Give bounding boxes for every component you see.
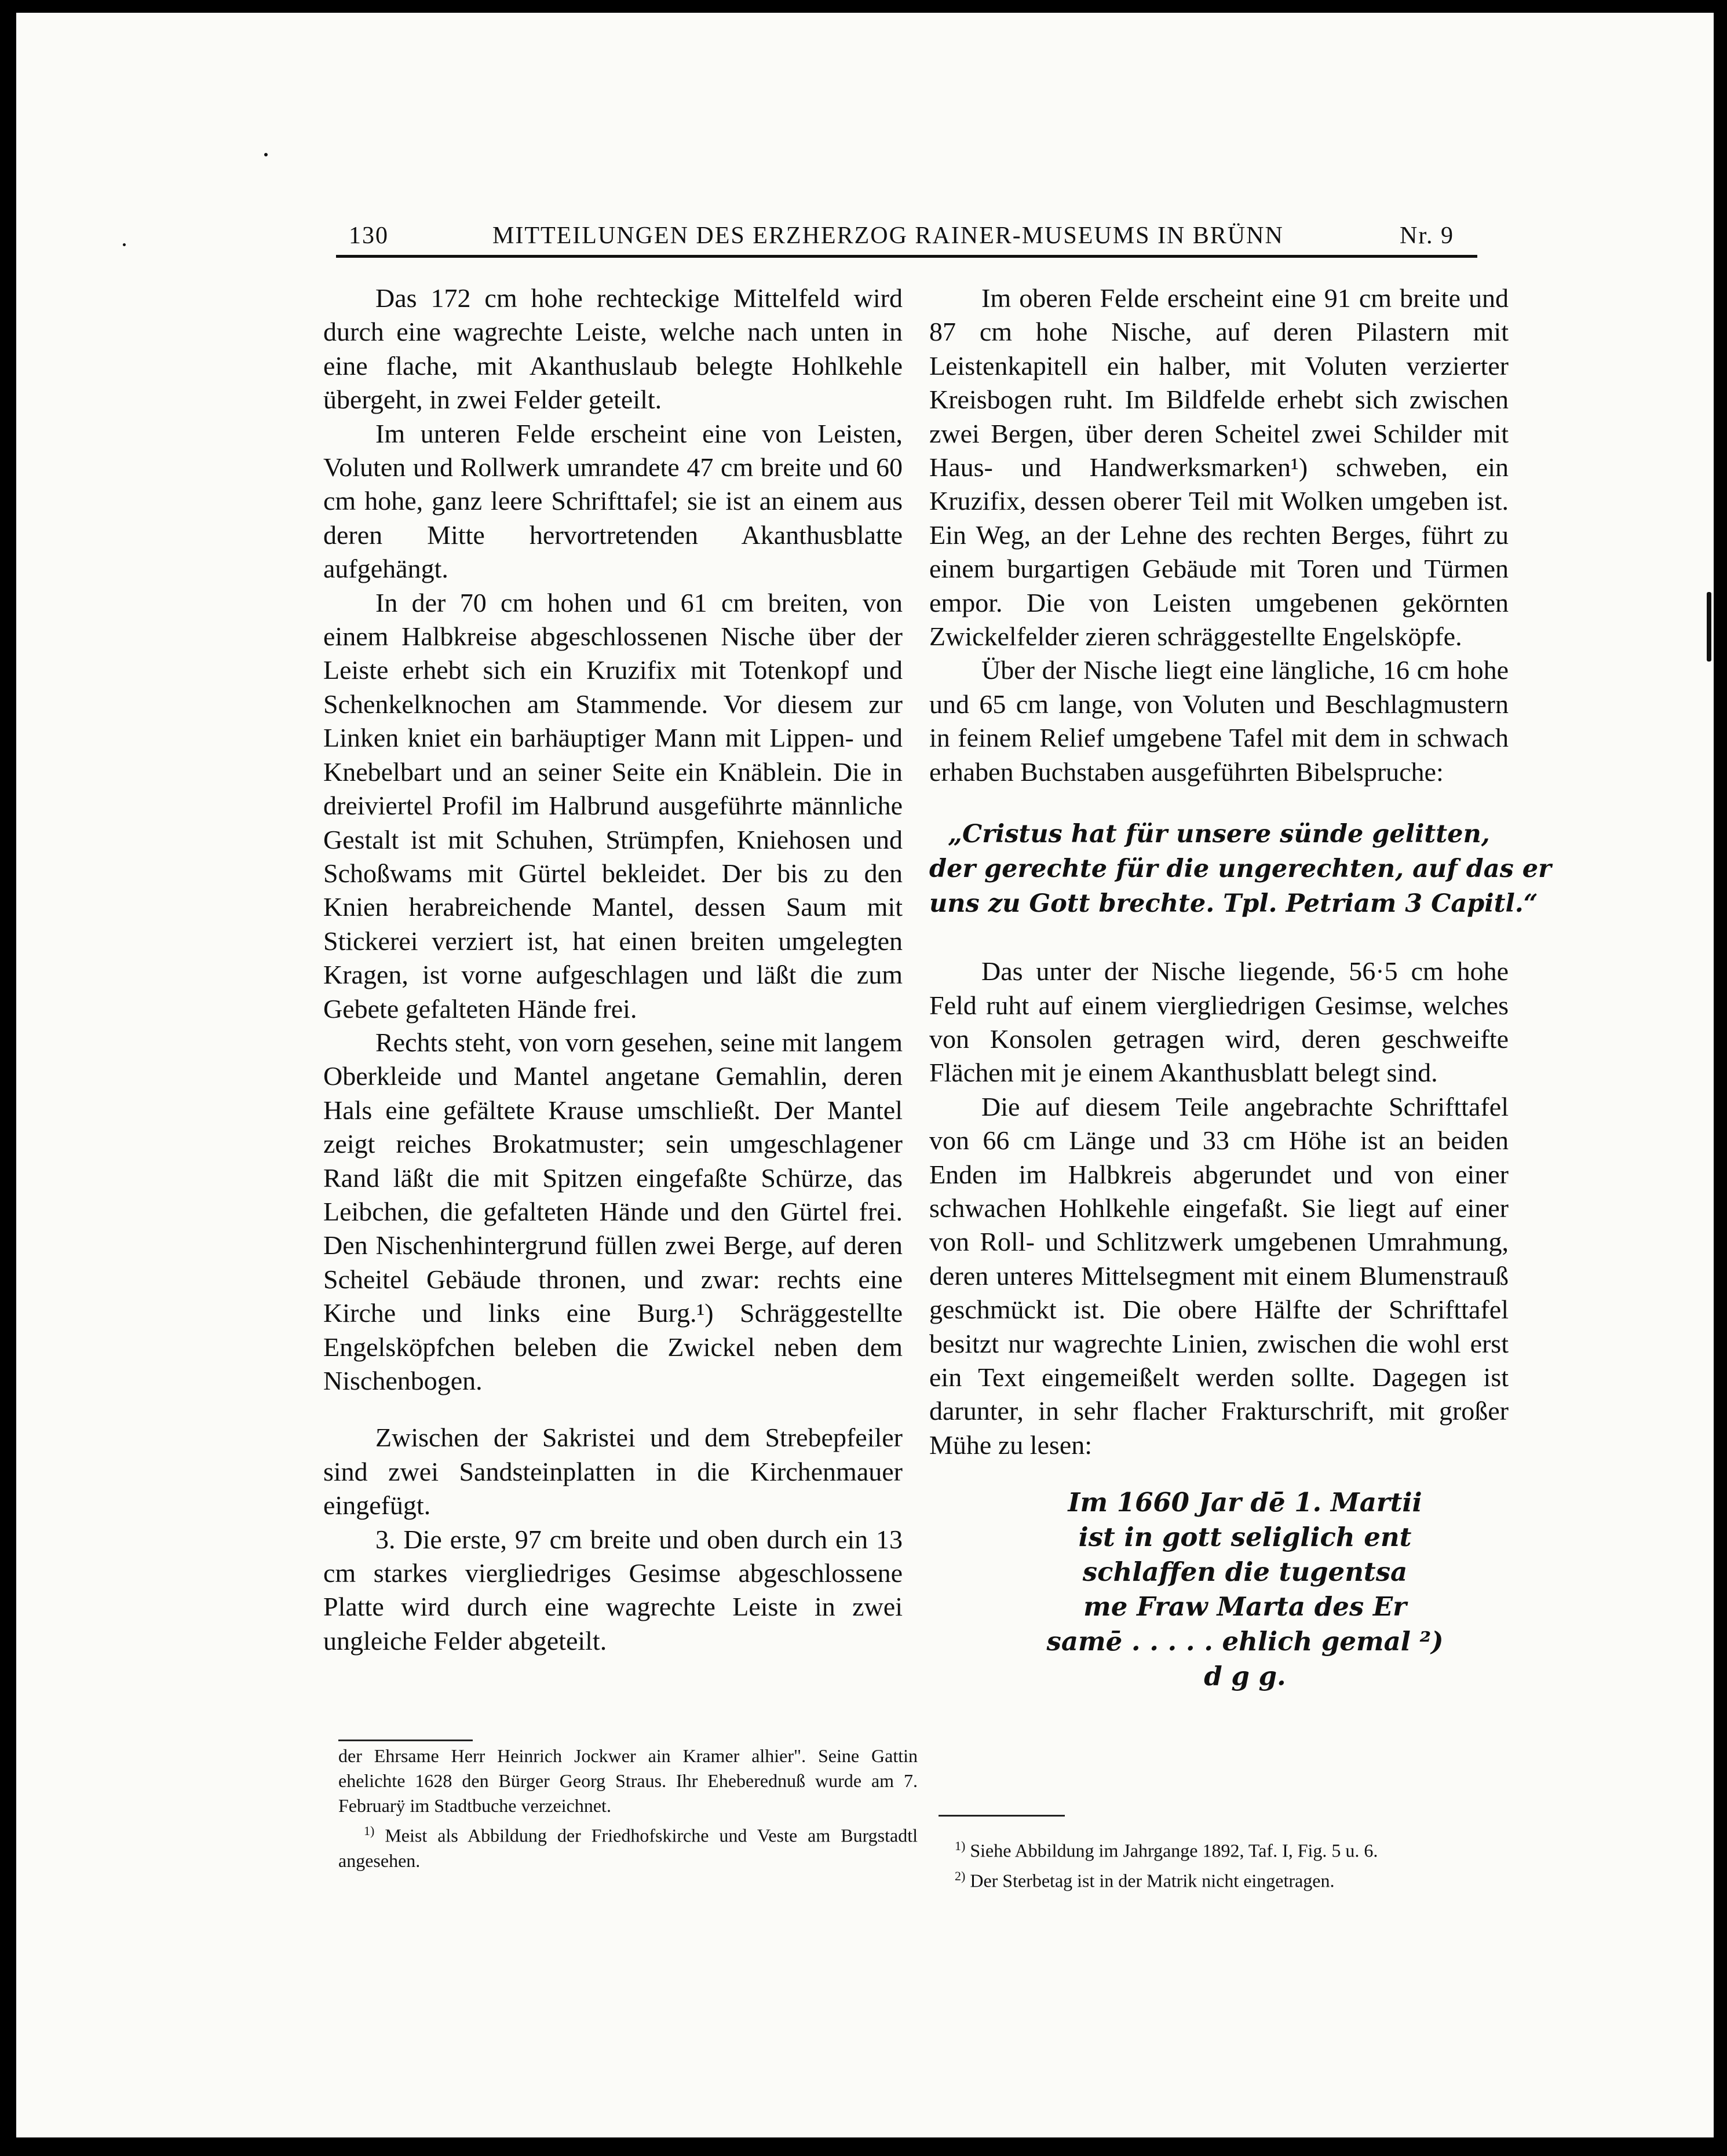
fraktur-inscription [981,1485,1509,1694]
paragraph: Das unter der Nische liegende, 56·5 cm hohe Feld ruht auf einem viergliedrigen Gesimse, welches von Konsolen getragen wird, deren geschweifte Flächen mit je einem Akanthusblatt belegt sind. [929,956,1509,1088]
left-column [323,282,903,1658]
inscription-line: Im 1660 Jar dē 1. Martii [1068,1487,1422,1518]
footnote-text: Siehe Abbildung im Jahrgange 1892, Taf. I, Fig. 5 u. 6. [970,1840,1378,1861]
footnote-rule [939,1815,1065,1817]
footnote-text: Meist als Abbildung der Friedhofskirche und Veste am Burgstadtl angesehen. [338,1825,918,1871]
paragraph: Rechts steht, von vorn gesehen, seine mit langem Oberkleide und Mantel angetane Gemahlin, deren Hals eine gefältete Krause umschließt. Der Mantel zeigt reiches Brokatmuster; sein umgeschlagener Rand läßt die mit Spitzen eingefaßte Schürze, das Leibchen, die gefalteten Hände und den Gürtel frei. Den Nischenhintergrund füllen zwei Berge, auf deren Scheitel Gebäude thronen, und zwar: rechts eine Kirche und links eine Burg.¹) Schräggestellte Engelsköpfchen beleben die Zwickel neben dem Nischenbogen. [323,1027,903,1395]
speck [264,153,268,156]
footnote-marker: 1) [364,1824,375,1838]
paragraph: Das 172 cm hohe rechteckige Mittelfeld wird durch eine wagrechte Leiste, welche nach unten in eine flache, mit Akanthuslaub belegte Hohlkehle übergeht, in zwei Felder geteilt. [323,283,903,415]
speck [123,243,126,246]
header-rule [336,255,1477,258]
inscription-line: d g g. [1204,1661,1286,1692]
left-footnotes [338,1744,918,1873]
page-number: 130 [349,222,389,249]
footnote-2 [929,1863,1509,1894]
paragraph: Im oberen Felde erscheint eine 91 cm breite und 87 cm hohe Nische, auf deren Pilastern mit Leistenkapitell ein halber, mit Voluten verzierter Kreisbogen ruht. Im Bildfelde erhebt sich zwischen zwei Bergen, über deren Scheitel zwei Schilder mit Haus- und Handwerksmarken¹) schweben, ein Kruzifix, dessen oberer Teil mit Wolken umgeben ist. Ein Weg, an der Lehne des rechten Berges, führt zu einem burgartigen Gebäude mit Toren und Türmen empor. Die von Leisten umgebenen gekörnten Zwickelfelder zieren schräggestellte Engelsköpfe. [929,283,1509,652]
inscription-line: ist in gott seliglich ent [1078,1522,1412,1553]
footnote-1 [338,1818,918,1873]
right-column [929,282,1551,1694]
footnote-text: Der Sterbetag ist in der Matrik nicht eingetragen. [970,1870,1335,1891]
inscription-line: me Fraw Marta des Er [1083,1591,1407,1623]
quote-line: der gerechte für die ungerechten, auf das er [929,854,1551,884]
paragraph: Die auf diesem Teile angebrachte Schrifttafel von 66 cm Länge und 33 cm Höhe ist an beiden Enden im Halbkreis abgerundet und von einer schwachen Hohlkehle eingefaßt. Sie liegt auf einer von Roll- und Schlitzwerk umgebenen Umrahmung, deren unteres Mittelsegment mit einem Blumenstrauß geschmückt ist. Die obere Hälfte der Schrifttafel besitzt nur wagrechte Linien, zwischen die wohl erst ein Text eingemeißelt werden sollte. Dagegen ist darunter, in sehr flacher Frakturschrift, mit großer Mühe zu lesen: [929,1091,1509,1460]
footnote-marker: 1) [955,1839,966,1853]
footnote-1 [929,1833,1509,1863]
paragraph: In der 70 cm hohen und 61 cm breiten, von einem Halbkreise abgeschlossenen Nische über der Leiste erhebt sich ein Kruzifix mit Totenkopf und Schenkelknochen am Stammende. Vor diesem zur Linken kniet ein barhäuptiger Mann mit Lippen- und Knebelbart und an seiner Seite ein Knäblein. Die in dreiviertel Profil im Halbrund ausgeführte männliche Gestalt ist mit Schuhen, Strümpfen, Kniehosen und Schoßwams mit Gürtel bekleidet. Der bis zu den Knien herabreichende Mantel, dessen Saum mit Stickerei verziert ist, hat einen breiten umgelegten Kragen, ist vorne aufgeschlagen und läßt die zum Gebete gefalteten Hände frei. [323,587,903,1024]
right-footnotes [929,1833,1509,1893]
paragraph: 3. Die erste, 97 cm breite und oben durch ein 13 cm starkes viergliedriges Gesimse abgeschlossene Platte wird durch eine wagrechte Leiste in zwei ungleiche Felder abgeteilt. [323,1524,903,1656]
footnote-marker: 2) [955,1868,966,1883]
quote-line: „Cristus hat für unsere sünde gelitten, [948,820,1490,849]
speck [1707,592,1711,662]
quote-line: uns zu Gott brechte. Tpl. Petriam 3 Capitl.“ [929,889,1538,919]
paragraph: Über der Nische liegt eine längliche, 16 cm hohe und 65 cm lange, von Voluten und Beschlagmustern in feinem Relief umgebene Tafel mit dem in schwach erhaben Buchstaben ausgeführten Bibelspruche: [929,655,1509,787]
issue-number: Nr. 9 [1400,222,1454,249]
journal-title: MITTEILUNGEN DES ERZHERZOG RAINER-MUSEUMS IN BRÜNN [492,222,1284,249]
running-header [336,217,1477,255]
inscription-line: samē . . . . . ehlich gemal ²) [1046,1626,1444,1657]
inscription-line: schlaffen die tugentsa [1082,1556,1408,1588]
bible-quote [929,817,1551,921]
footnote-rule [338,1740,473,1741]
paragraph: Zwischen der Sakristei und dem Strebepfeiler sind zwei Sandsteinplatten in die Kirchenmauer eingefügt. [323,1423,903,1521]
footnote-continuation: der Ehrsame Herr Heinrich Jockwer ain Kramer alhier". Seine Gattin ehelichte 1628 den Bürger Georg Straus. Ihr Eheberednuß wurde am 7. Februarÿ im Stadtbuche verzeichnet. [338,1745,918,1816]
paragraph: Im unteren Felde erscheint eine von Leisten, Voluten und Rollwerk umrandete 47 cm breite und 60 cm hohe, ganz leere Schrifttafel; sie ist an einem aus deren Mitte hervortretenden Akanthusblatte aufgehängt. [323,418,903,584]
